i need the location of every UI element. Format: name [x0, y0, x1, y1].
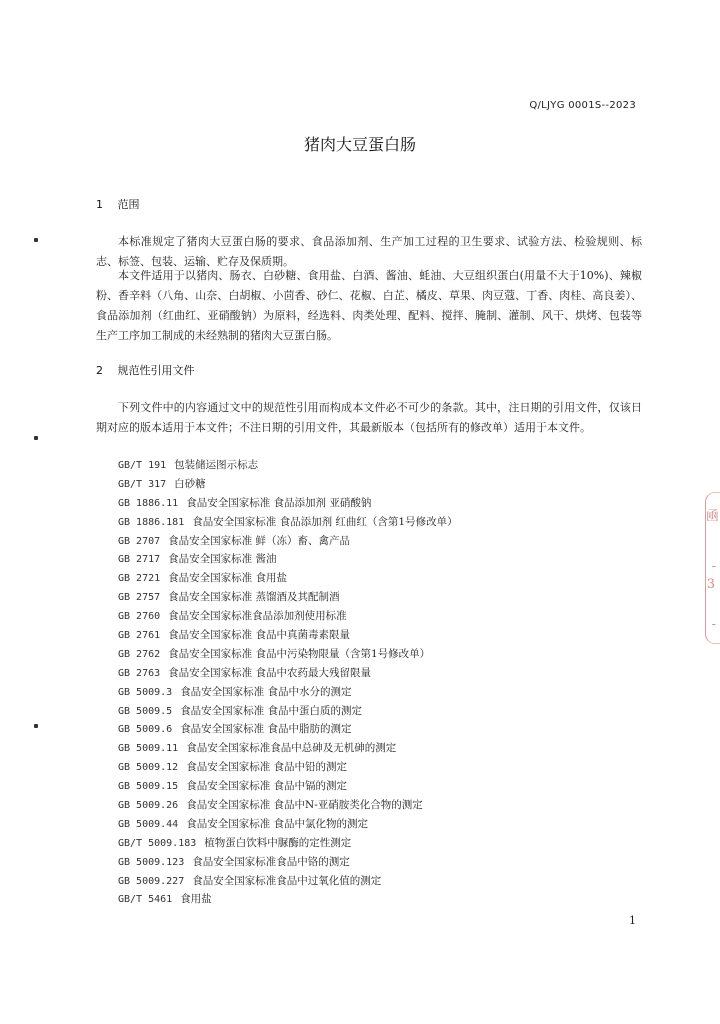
page-number: 1 — [629, 914, 636, 927]
document-title: 猪肉大豆蛋白肠 — [303, 135, 416, 154]
section-title: 范围 — [117, 198, 140, 211]
list-item — [118, 494, 458, 513]
list-item — [118, 834, 458, 853]
reference-code: GB 5009.5 — [118, 705, 173, 717]
reference-title: 食品安全国家标准食品中过氧化值的测定 — [192, 874, 382, 887]
reference-title: 食品安全国家标准 食品中氯化物的测定 — [186, 817, 369, 830]
reference-code: GB 2717 — [118, 554, 161, 566]
reference-code: GB 5009.11 — [118, 743, 179, 755]
margin-dot — [34, 436, 38, 440]
reference-code: GB 2763 — [118, 667, 161, 679]
reference-code: GB 5009.15 — [118, 781, 179, 793]
list-item — [118, 683, 458, 702]
list-item — [118, 853, 458, 872]
seal-glyph: 3 — [706, 577, 715, 592]
reference-code: GB 2762 — [118, 648, 161, 660]
list-item — [118, 513, 458, 532]
reference-title: 食用盐 — [180, 893, 212, 906]
reference-title: 食品安全国家标准 食品添加剂 红曲红（含第1号修改单） — [192, 515, 458, 528]
reference-title: 食品安全国家标准 食品添加剂 亚硝酸钠 — [186, 496, 372, 509]
reference-title: 食品安全国家标准 酱油 — [168, 553, 277, 566]
reference-title: 食品安全国家标准 食品中N-亚硝胺类化合物的测定 — [186, 799, 423, 812]
reference-code: GB 2707 — [118, 535, 161, 547]
margin-dot — [34, 238, 38, 242]
section-heading-normative-references — [96, 362, 195, 378]
list-item — [118, 475, 458, 494]
reference-code: GB 5009.12 — [118, 762, 179, 774]
list-item — [118, 702, 458, 721]
section-number: 2 — [96, 364, 103, 377]
list-item — [118, 890, 458, 909]
list-item — [118, 796, 458, 815]
reference-title: 食品安全国家标准食品中铬的测定 — [192, 855, 350, 868]
reference-title: 包装储运图示标志 — [174, 459, 259, 471]
reference-code: GB/T 191 — [118, 460, 167, 471]
list-item — [118, 739, 458, 758]
scope-paragraph-1: 本标准规定了猪肉大豆蛋白肠的要求、食品添加剂、生产加工过程的卫生要求、试验方法、检验规则、标志、标签、包装、运输、贮存及保质期。 — [96, 235, 642, 268]
reference-title: 食品安全国家标准食品中总砷及无机砷的测定 — [186, 742, 397, 755]
list-item — [118, 569, 458, 588]
reference-title: 食品安全国家标准 食品中蛋白质的测定 — [180, 704, 363, 717]
reference-title: 食品安全国家标准 食用盐 — [168, 572, 287, 585]
reference-code: GB 5009.3 — [118, 686, 173, 698]
reference-title: 食品安全国家标准 食品中铅的测定 — [186, 761, 348, 774]
reference-code: GB 5009.44 — [118, 818, 179, 830]
list-item — [118, 532, 458, 551]
reference-code: GB 2721 — [118, 573, 161, 585]
reference-code: GB 2760 — [118, 611, 161, 623]
reference-title: 食品安全国家标准 食品中污染物限量（含第1号修改单） — [168, 647, 431, 660]
list-item — [118, 664, 458, 683]
seal-glyph: 凾 — [705, 509, 719, 524]
section-heading-scope — [96, 196, 140, 212]
section-number: 1 — [96, 198, 103, 211]
list-item — [118, 720, 458, 739]
reference-title: 食品安全国家标准 食品中水分的测定 — [180, 685, 352, 698]
reference-code: GB 5009.227 — [118, 875, 185, 887]
list-item — [118, 815, 458, 834]
reference-title: 白砂糖 — [174, 477, 206, 490]
list-item — [118, 626, 458, 645]
margin-dot — [34, 724, 38, 728]
reference-title: 植物蛋白饮料中脲酶的定性测定 — [204, 836, 352, 849]
list-item — [118, 588, 458, 607]
reference-title: 食品安全国家标准 蒸馏酒及其配制酒 — [168, 591, 340, 604]
seal-glyph: - — [711, 559, 716, 574]
document-code: Q/LJYG 0001S--2023 — [529, 100, 636, 111]
list-item — [118, 550, 458, 569]
reference-code: GB 5009.123 — [118, 856, 185, 868]
list-item — [118, 456, 458, 475]
reference-code: GB 2761 — [118, 630, 161, 642]
reference-code: GB/T 5009.183 — [118, 837, 197, 849]
reference-title: 食品安全国家标准食品添加剂使用标准 — [168, 610, 347, 623]
list-item — [118, 758, 458, 777]
reference-code: GB 1886.11 — [118, 497, 179, 509]
reference-code: GB 1886.181 — [118, 516, 185, 528]
reference-code: GB 5009.6 — [118, 724, 173, 736]
reference-title: 食品安全国家标准 食品中农药最大残留限量 — [168, 666, 371, 679]
reference-list — [118, 456, 458, 909]
reference-code: GB 5009.26 — [118, 800, 179, 812]
list-item — [118, 777, 458, 796]
references-intro-paragraph: 下列文件中的内容通过文中的规范性引用而构成本文件必不可少的条款。其中，注日期的引用文件，仅该日期对应的版本适用于本文件；不注日期的引用文件，其最新版本（包括所有的修改单）适用于本文件。 — [96, 401, 642, 434]
reference-code: GB/T 317 — [118, 478, 167, 490]
section-title: 规范性引用文件 — [117, 364, 195, 377]
list-item — [118, 872, 458, 891]
list-item — [118, 607, 458, 626]
reference-title: 食品安全国家标准 鲜（冻）畜、禽产品 — [168, 534, 350, 547]
reference-title: 食品安全国家标准 食品中镉的测定 — [186, 780, 348, 793]
reference-code: GB/T 5461 — [118, 894, 173, 906]
seal-glyph: - — [711, 617, 716, 632]
scope-paragraph-2: 本文件适用于以猪肉、肠衣、白砂糖、食用盐、白酒、酱油、蚝油、大豆组织蛋白(用量不大于10%)、辣椒粉、香辛料（八角、山奈、白胡椒、小茴香、砂仁、花椒、白芷、橘皮、草果、肉豆蔻、丁香、肉桂、高良姜）、食品添加剂（红曲红、亚硝酸钠）为原料，经选料、肉类处理、配料、搅拌、腌制、灌制、风干、烘烤、包装等生产工序加工制成的未经熟制的猪肉大豆蛋白肠。 — [96, 269, 642, 342]
reference-title: 食品安全国家标准 食品中脂肪的测定 — [180, 723, 352, 736]
list-item — [118, 645, 458, 664]
reference-title: 食品安全国家标准 食品中真菌毒素限量 — [168, 629, 350, 642]
reference-code: GB 2757 — [118, 592, 161, 604]
